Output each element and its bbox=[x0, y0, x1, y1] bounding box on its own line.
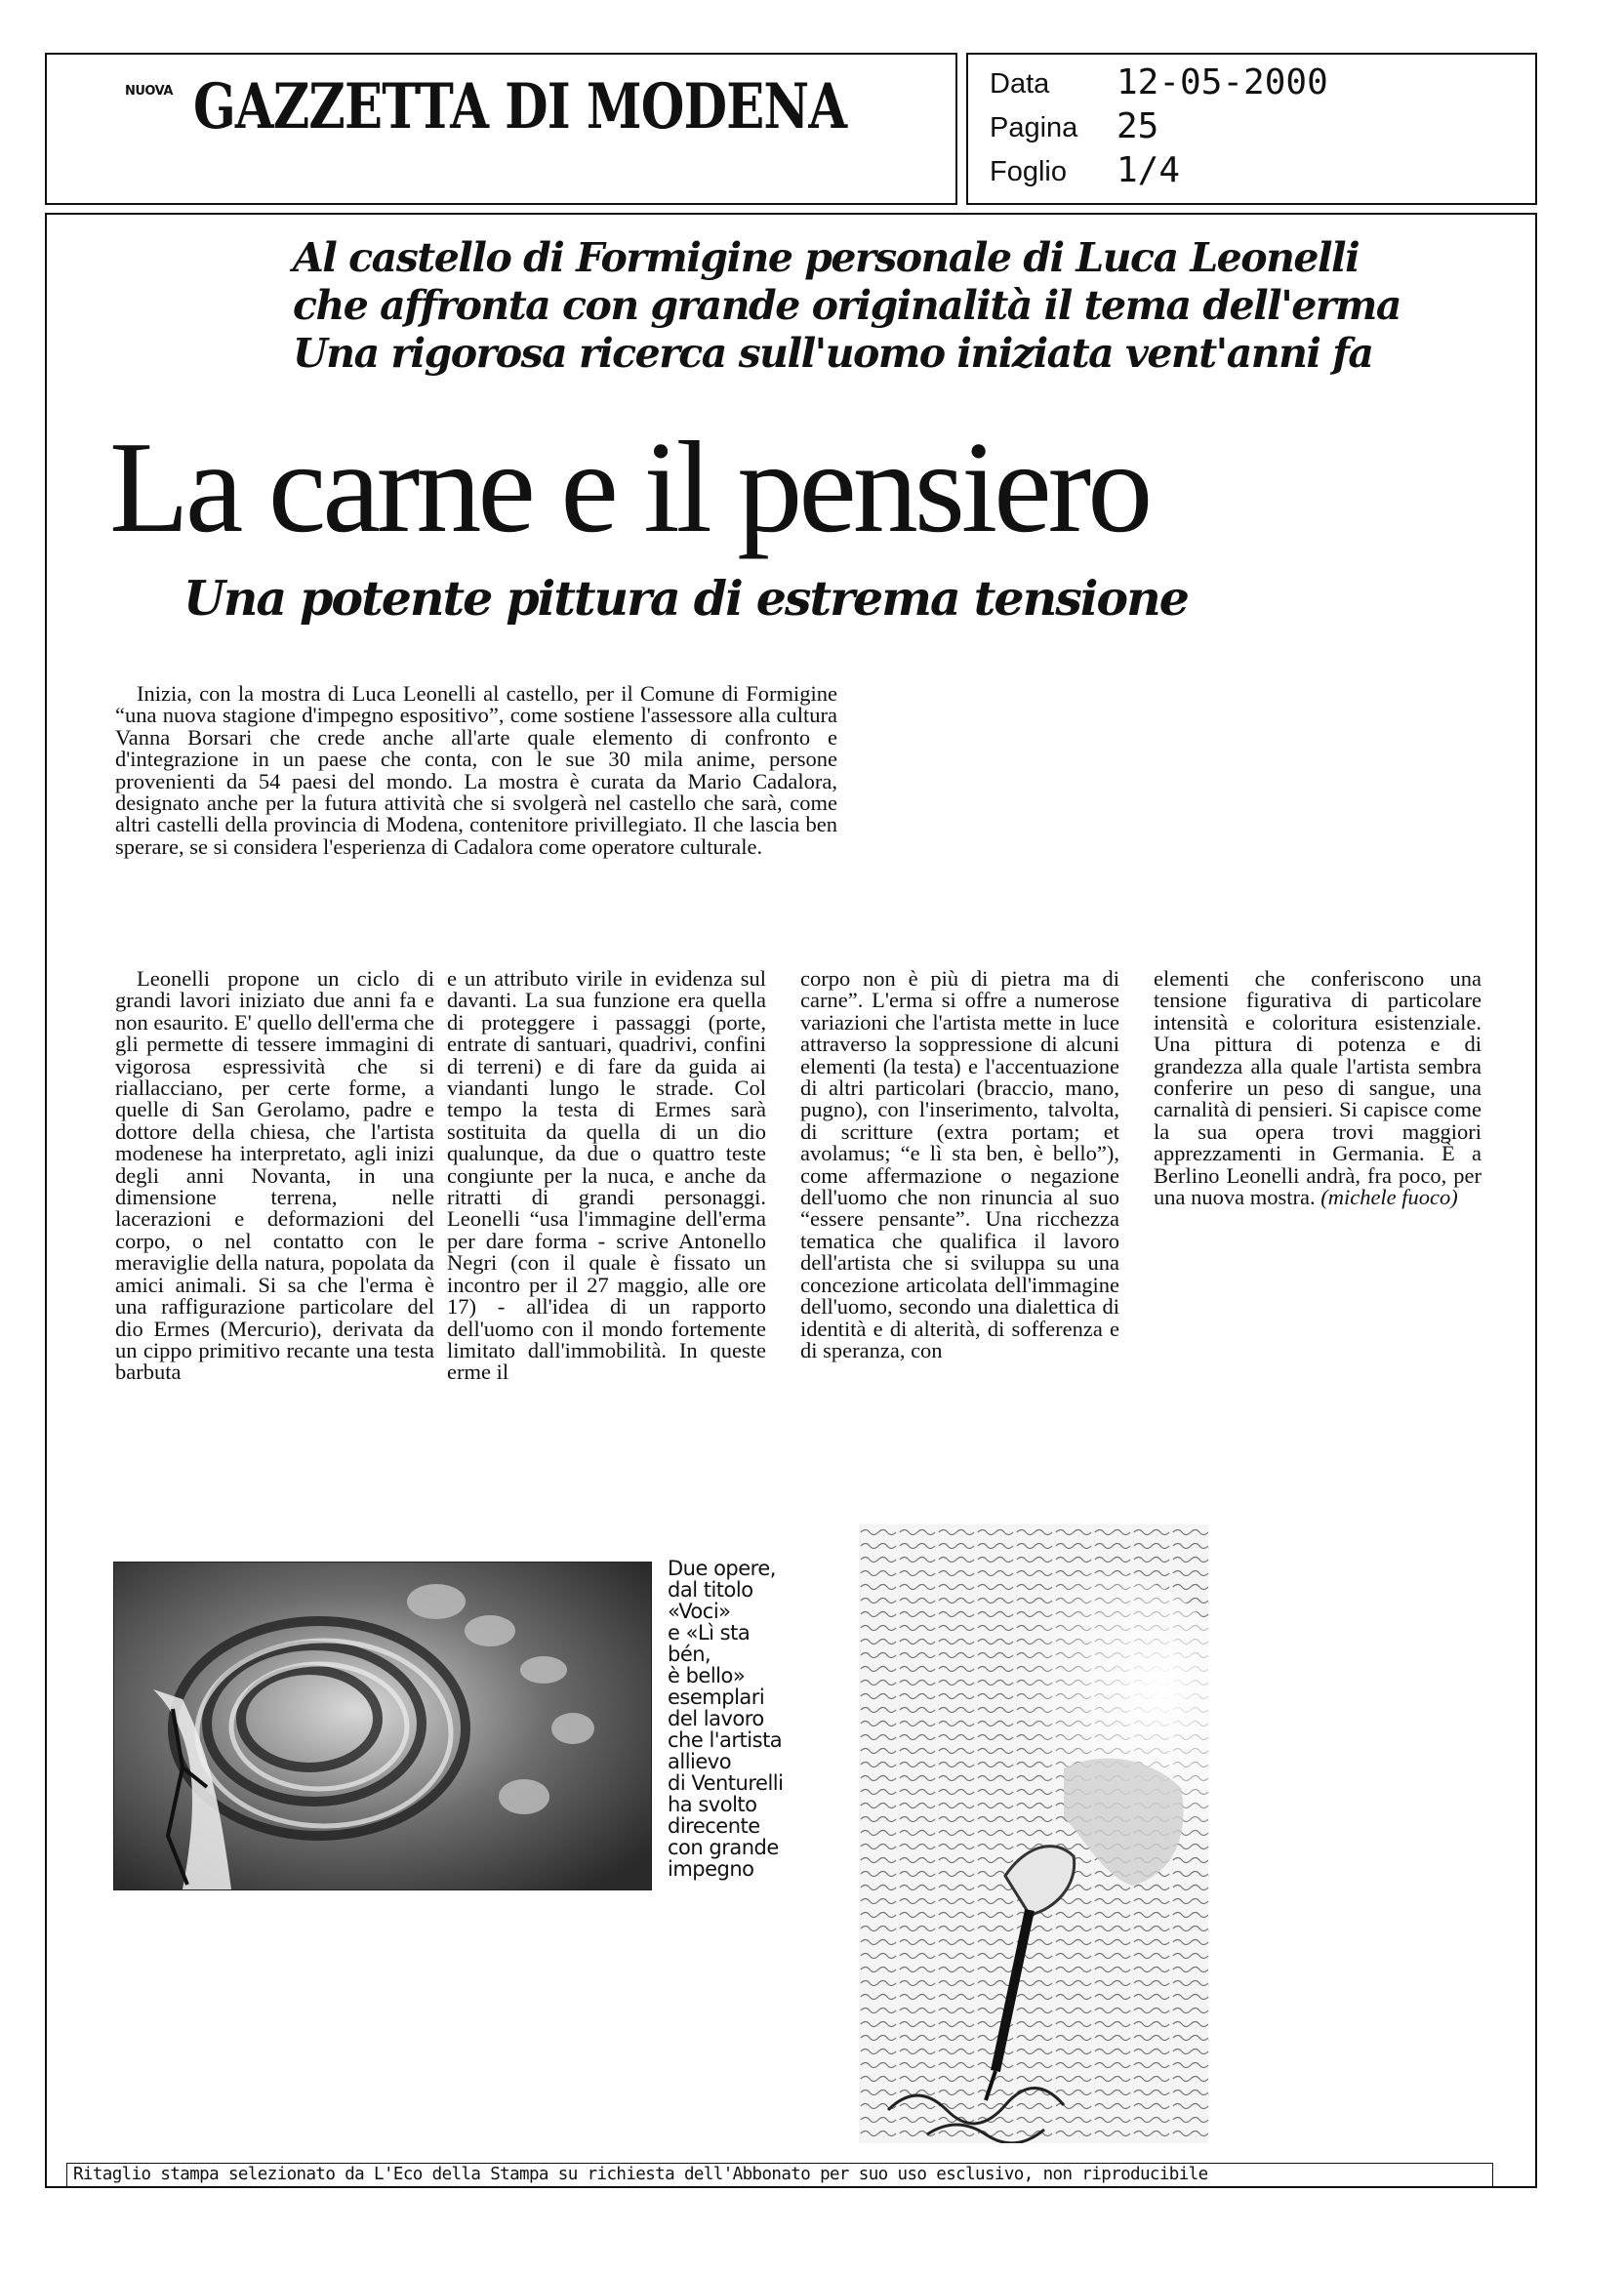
author-signature: (michele fuoco) bbox=[1320, 1185, 1458, 1210]
column-text-body: elementi che conferiscono una tensione figurativa di particolare intensità e coloritura esistenziale. Una pittura di potenza e di grandezza alla quale l'artista sembra conferire un peso di sangue, una carnalità di pensieri. Si capisce come la sua opera trovi maggiori apprezzamenti in Germania. È a Berlino Leonelli andrà, fra poco, per una nuova mostra. bbox=[1154, 966, 1482, 1210]
masthead-small: NUOVA bbox=[125, 84, 173, 99]
meta-date-value: 12-05-2000 bbox=[1116, 62, 1328, 102]
caption-line: direcente bbox=[668, 1814, 760, 1838]
caption-line: allievo bbox=[668, 1750, 732, 1773]
caption-line: che l'artista bbox=[668, 1728, 783, 1752]
kicker-line: Una rigorosa ricerca sull'uomo iniziata vent'anni fa bbox=[293, 330, 1373, 377]
caption-line: con grande bbox=[668, 1836, 779, 1859]
kicker-line: Al castello di Formigine personale di Luca Leonelli bbox=[293, 234, 1360, 281]
photo-caption bbox=[668, 1558, 785, 1880]
caption-line: del lavoro bbox=[668, 1707, 764, 1730]
caption-line: esemplari bbox=[668, 1685, 765, 1709]
caption-line: è bello» bbox=[668, 1664, 746, 1687]
meta-box bbox=[966, 53, 1537, 205]
article-column-2 bbox=[447, 968, 766, 1384]
caption-line: e «Lì sta bbox=[668, 1621, 751, 1645]
kicker-line: che affronta con grande originalità il tema dell'erma bbox=[293, 282, 1401, 329]
column-text: corpo non è più di pietra ma di carne”. L'erma si offre a numerose variazioni che l'artista mette in luce attraverso la soppressione di alcuni elementi (la testa) e l'accentuazione di altri particolari (braccio, mano, pugno), con l'inserimento, talvolta, di scritture (extra portam; et avolamus; “e lì sta ben, è bello”), come affermazione o negazione dell'uomo che non rinuncia al suo “essere pensante”. Una ricchezza tematica che qualifica il lavoro dell'artista che si sviluppa su una concezione articolata dell'immagine dell'uomo, secondo una dialettica di identità e di alterità, di sofferenza e di speranza, con bbox=[800, 966, 1119, 1362]
caption-line: dal titolo bbox=[668, 1578, 753, 1602]
column-text: e un attributo virile in evidenza sul davanti. La sua funzione era quella di proteggere i passaggi (porte, entrate di santuari, quadrivi, confini di terreni) e di fare da guida ai viandanti lungo le strade. Col tempo la testa di Ermes sarà sostituita da quella di un dio qualunque, da due o quattro teste congiunte per la nuca, e anche da ritratti di grandi personaggi. Leonelli “usa l'immagine dell'erma per dare forma - scrive Antonello Negri (con il quale è fissato un incontro per il 27 maggio, alle ore 17) - all'idea di un rapporto dell'uomo con il mondo fortemente limitato dall'immobilità. In queste erme il bbox=[447, 966, 766, 1385]
article-column-1 bbox=[115, 968, 434, 1384]
column-text bbox=[1154, 968, 1482, 1208]
kicker bbox=[293, 234, 1401, 378]
caption-line: impegno bbox=[668, 1857, 754, 1881]
meta-page-label: Pagina bbox=[990, 112, 1078, 143]
artwork-li-sta-ben-image bbox=[859, 1524, 1208, 2143]
caption-line: bén, bbox=[668, 1643, 711, 1666]
clipping-notice: Ritaglio stampa selezionato da L'Eco della Stampa su richiesta dell'Abbonato per suo uso esclusivo, non riproducibile bbox=[66, 2163, 1493, 2187]
caption-line: «Voci» bbox=[668, 1600, 731, 1623]
article-column-4 bbox=[1154, 968, 1482, 1208]
meta-sheet-label: Foglio bbox=[990, 156, 1067, 187]
caption-line: Due opere, bbox=[668, 1557, 776, 1580]
caption-line: ha svolto bbox=[668, 1793, 757, 1816]
article-column-3 bbox=[800, 968, 1119, 1361]
artwork-voci-image bbox=[113, 1562, 652, 1890]
headline: La carne e il pensiero bbox=[109, 415, 1150, 559]
lead-paragraph: Inizia, con la mostra di Luca Leonelli al castello, per il Comune di Formigine “una nuova stagione d'impegno espositivo”, come sostiene l'assessore alla cultura Vanna Borsari che crede anche all'arte quale elemento di confronto e d'integrazione in un paese che conta, con le sue 30 mila anime, persone provenienti da 54 paesi del mondo. La mostra è curata da Mario Cadalora, designato anche per la futura attività che si svolgerà nel castello che sarà, come altri castelli della provincia di Modena, contenitore privillegiato. Il che lascia ben sperare, se si considera l'esperienza di Cadalora come operatore culturale. bbox=[115, 681, 837, 859]
column-text: Leonelli propone un ciclo di grandi lavori iniziato due anni fa e non esaurito. E' quello dell'erma che gli permette di tessere immagini di vigorosa espressività che si riallacciano, per certe forme, a quelle di San Gerolamo, padre e dottore della chiesa, che l'artista modenese ha interpretato, agli inizi degli anni Novanta, in una dimensione terrena, nelle lacerazioni e deformazioni del corpo, o nel contatto con le meraviglie della natura, popolata da amici animali. Si sa che l'erma è una raffigurazione particolare del dio Ermes (Mercurio), derivata da un cippo primitivo recante una testa barbuta bbox=[115, 966, 434, 1385]
meta-sheet-value: 1/4 bbox=[1116, 150, 1181, 190]
masthead-box bbox=[45, 53, 957, 205]
subheadline: Una potente pittura di estrema tensione bbox=[183, 570, 1188, 627]
masthead-title: GAZZETTA DI MODENA bbox=[193, 70, 847, 143]
meta-page-value: 25 bbox=[1116, 106, 1159, 146]
meta-date-label: Data bbox=[990, 68, 1050, 100]
caption-line: di Venturelli bbox=[668, 1771, 784, 1795]
